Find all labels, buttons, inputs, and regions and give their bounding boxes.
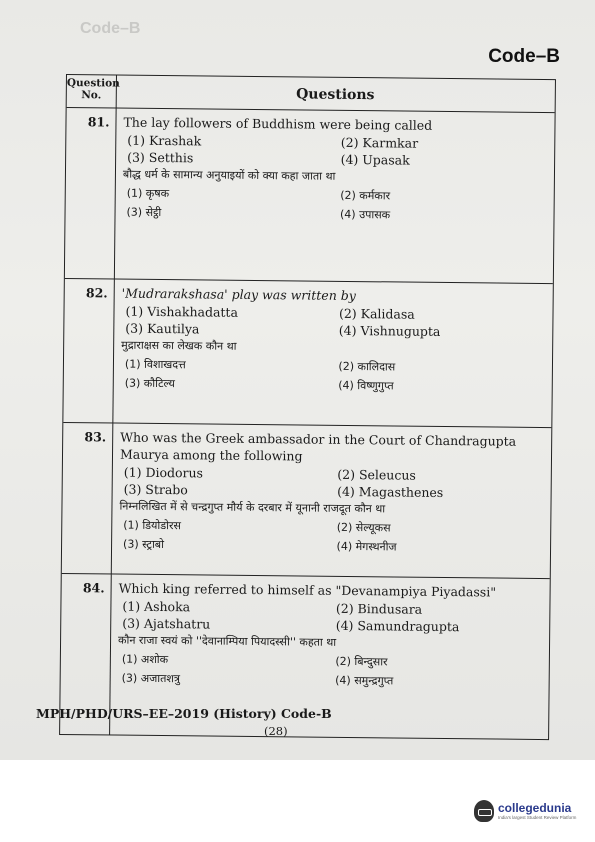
option: (2) कालिदास	[338, 359, 396, 374]
options-hi	[119, 516, 542, 558]
option: (2) सेल्यूकस	[336, 520, 391, 535]
question-text-hi: बौद्ध धर्म के सामान्य अनुयाइयों को क्या कहा जाता था	[122, 167, 336, 183]
option: (4) Samundragupta	[335, 617, 460, 635]
option: (3) Strabo	[123, 481, 188, 498]
options-en	[123, 132, 546, 170]
table-header	[67, 75, 555, 112]
options-hi	[122, 184, 545, 226]
question-row	[62, 422, 552, 578]
header-question-no: Question No.	[67, 75, 117, 108]
option: (4) Magasthenes	[337, 483, 444, 500]
option: (2) Seleucus	[337, 466, 416, 483]
question-text-hi: निम्नलिखित में से चन्द्रगुप्त मौर्य के दरबार में यूनानी राजदूत कौन था	[119, 499, 386, 516]
options-hi	[118, 650, 541, 692]
question-text-hi: मुद्राराक्षस का लेखक कौन था	[121, 338, 237, 353]
paper-footer: MPH/PHD/URS–EE–2019 (History) Code-B	[36, 706, 332, 721]
paper-code: Code–B	[488, 46, 560, 67]
question-text-en: Who was the Greek ambassador in the Court of Chandragupta Maurya among the following	[119, 429, 517, 464]
option: (1) Ashoka	[122, 598, 191, 615]
option: (3) Kautilya	[125, 320, 200, 337]
question-text-hi: कौन राजा स्वयं को ''देवानाम्पिया पियादस्सी'' कहता था	[118, 633, 337, 649]
option: (4) Upasak	[340, 151, 410, 168]
option: (3) कौटिल्य	[124, 376, 176, 391]
option: (3) सेट्ठी	[126, 205, 162, 220]
options-en	[118, 598, 541, 636]
question-text-en: The lay followers of Buddhism were being called	[123, 114, 433, 133]
option: (1) Diodorus	[123, 464, 204, 481]
options-en	[121, 303, 544, 341]
option: (2) Karmkar	[340, 134, 419, 151]
logo-name: collegedunia	[498, 801, 572, 815]
option: (4) उपासक	[339, 207, 391, 222]
option: (1) अशोक	[121, 652, 169, 667]
collegedunia-logo[interactable]	[474, 800, 576, 822]
question-row	[63, 278, 552, 427]
option: (4) Vishnugupta	[338, 322, 441, 339]
question-number: 83.	[62, 423, 114, 574]
option: (4) विष्णुगुप्त	[338, 378, 394, 393]
option: (2) बिन्दुसार	[335, 654, 388, 669]
option: (1) विशाखदत्त	[124, 357, 186, 372]
mascot-icon	[474, 800, 494, 822]
question-text-en: 'Mudrarakshasa' play was written by	[121, 285, 356, 304]
options-hi	[121, 355, 544, 397]
question-number: 84.	[60, 574, 112, 735]
option: (2) Kalidasa	[338, 305, 415, 322]
option: (1) Vishakhadatta	[125, 303, 239, 320]
option: (3) स्ट्राबो	[123, 537, 165, 552]
question-row	[65, 107, 555, 283]
option: (4) मेगस्थनीज	[336, 539, 397, 554]
question-number: 82.	[63, 279, 114, 423]
option: (3) अजातशत्रु	[121, 671, 181, 686]
option: (3) Ajatshatru	[122, 615, 211, 632]
bleed-through-text: Code–B	[80, 20, 141, 37]
questions-table	[59, 74, 556, 740]
question-text-en: Which king referred to himself as "Devanampiya Piyadassi"	[118, 580, 497, 600]
options-en	[120, 464, 543, 502]
option: (2) Bindusara	[335, 600, 423, 617]
option: (2) कर्मकार	[340, 188, 391, 203]
option: (1) कृषक	[126, 186, 170, 201]
question-number: 81.	[65, 108, 117, 279]
header-questions: Questions	[296, 86, 375, 104]
option: (3) Setthis	[127, 149, 194, 166]
page-number: (28)	[264, 724, 288, 738]
option: (1) Krashak	[127, 132, 202, 149]
option: (4) समुन्द्रगुप्त	[335, 673, 394, 688]
logo-tagline: India's largest Student Review Platform	[498, 815, 577, 820]
option: (1) डियोडोरस	[123, 518, 182, 533]
